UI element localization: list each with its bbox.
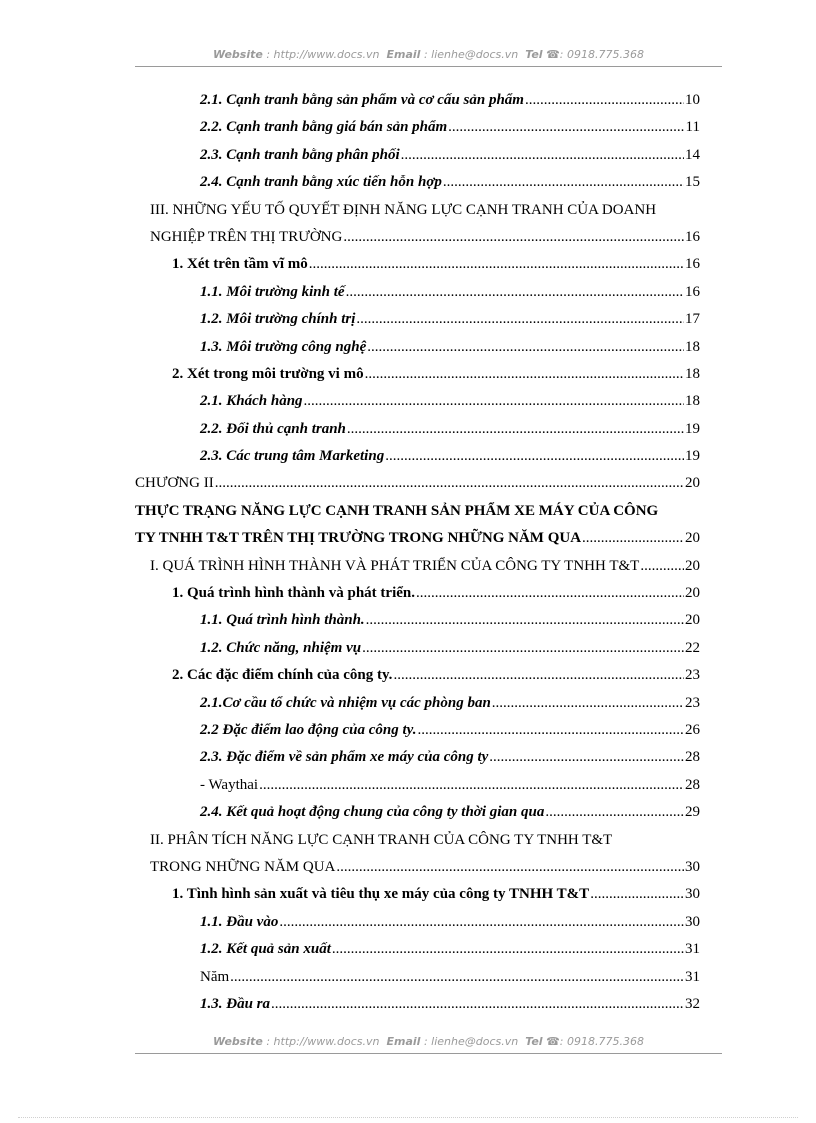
tel-label: Tel <box>525 48 543 61</box>
website-label: Website <box>213 1035 263 1048</box>
footer-divider <box>135 1053 722 1054</box>
toc-entry[interactable]: 2. Các đặc điểm chính của công ty. ..... 23 <box>135 667 700 694</box>
toc-entry[interactable]: 2.1. Khách hàng ..... 18 <box>135 393 700 420</box>
tel-number: : 0918.775.368 <box>559 1035 644 1048</box>
website-url: : http://www.docs.vn <box>266 48 380 61</box>
tel-number: : 0918.775.368 <box>559 48 644 61</box>
toc-entry[interactable]: 2.1. Cạnh tranh bằng sản phẩm và cơ cấu sản phẩm ..... 10 <box>135 92 700 119</box>
toc-entry[interactable]: 2.2. Cạnh tranh bằng giá bán sản phẩm ..... 11 <box>135 119 700 146</box>
toc-entry[interactable]: 2.3. Đặc điểm về sản phẩm xe máy của công ty ..... 28 <box>135 749 700 776</box>
toc-entry-line1[interactable]: II. PHÂN TÍCH NĂNG LỰC CẠNH TRANH CỦA CÔNG TY TNHH T&T <box>150 831 613 848</box>
toc-entry-line1[interactable]: III. NHỮNG YẾU TỐ QUYẾT ĐỊNH NĂNG LỰC CẠNH TRANH CỦA DOANH <box>150 201 657 218</box>
toc-entry[interactable]: 1.1. Môi trường kinh tế ..... 16 <box>135 284 700 311</box>
toc-entry[interactable]: 2.1.Cơ cầu tổ chức và nhiệm vụ các phòng ban ..... 23 <box>135 695 700 722</box>
email-label: Email <box>386 1035 421 1048</box>
phone-icon: ☎ <box>546 1035 560 1048</box>
toc-entry[interactable]: 1.2. Chức năng, nhiệm vụ ..... 22 <box>135 640 700 667</box>
page-header <box>135 48 722 61</box>
toc-entry[interactable]: 2.3. Cạnh tranh bằng phân phối ..... 14 <box>135 147 700 174</box>
toc-entry[interactable]: 1.1. Quá trình hình thành. ..... 20 <box>135 612 700 639</box>
toc-entry[interactable]: 1.3. Đầu ra ..... 32 <box>135 996 700 1023</box>
email-address: : lienhe@docs.vn <box>423 48 519 61</box>
toc-chapter-title-line1[interactable]: THỰC TRẠNG NĂNG LỰC CẠNH TRANH SẢN PHẨM XE MÁY CỦA CÔNG <box>135 502 659 519</box>
phone-icon: ☎ <box>546 48 560 61</box>
toc-entry[interactable]: 1.2. Môi trường chính trị ..... 17 <box>135 311 700 338</box>
toc-entry[interactable]: 1.3. Môi trường công nghệ ..... 18 <box>135 339 700 366</box>
tel-label: Tel <box>525 1035 543 1048</box>
toc-entry[interactable]: - Waythai ..... 28 <box>135 777 700 804</box>
toc-entry[interactable]: 1.1. Đầu vào ..... 30 <box>135 914 700 941</box>
toc-entry[interactable]: NGHIỆP TRÊN THỊ TRƯỜNG ..... 16 <box>135 229 700 256</box>
website-label: Website <box>213 48 263 61</box>
toc-entry[interactable]: 1.2. Kết quả sản xuất ..... 31 <box>135 941 700 968</box>
header-divider <box>135 66 722 67</box>
email-address: : lienhe@docs.vn <box>423 1035 519 1048</box>
toc-entry[interactable]: 1. Quá trình hình thành và phát triển. ..... 20 <box>135 585 700 612</box>
toc-entry[interactable]: TRONG NHỮNG NĂM QUA ..... 30 <box>135 859 700 886</box>
website-url: : http://www.docs.vn <box>266 1035 380 1048</box>
toc-entry[interactable]: Năm ..... 31 <box>135 969 700 996</box>
toc-entry[interactable]: 1. Xét trên tầm vĩ mô ..... 16 <box>135 256 700 283</box>
toc-entry[interactable]: 2. Xét trong môi trường vi mô ..... 18 <box>135 366 700 393</box>
toc-entry[interactable]: I. QUÁ TRÌNH HÌNH THÀNH VÀ PHÁT TRIỂN CỦA CÔNG TY TNHH T&T ..... 20 <box>135 558 700 585</box>
toc-entry[interactable]: 2.4. Kết quả hoạt động chung của công ty thời gian qua ..... 29 <box>135 804 700 831</box>
toc-chapter-title[interactable]: TY TNHH T&T TRÊN THỊ TRƯỜNG TRONG NHỮNG NĂM QUA ..... 20 <box>135 530 700 557</box>
toc-entry[interactable]: 2.3. Các trung tâm Marketing ..... 19 <box>135 448 700 475</box>
page-footer <box>135 1035 722 1048</box>
toc-entry[interactable]: 1. Tình hình sản xuất và tiêu thụ xe máy của công ty TNHH T&T ..... 30 <box>135 886 700 913</box>
email-label: Email <box>386 48 421 61</box>
table-of-contents <box>135 92 700 1023</box>
toc-entry[interactable]: 2.4. Cạnh tranh bằng xúc tiến hỗn hợp ..... 15 <box>135 174 700 201</box>
toc-chapter[interactable]: CHƯƠNG II ..... 20 <box>135 475 700 502</box>
toc-entry[interactable]: 2.2 Đặc điểm lao động của công ty. ..... 26 <box>135 722 700 749</box>
page-edge-divider <box>18 1117 798 1118</box>
toc-entry[interactable]: 2.2. Đối thủ cạnh tranh ..... 19 <box>135 421 700 448</box>
